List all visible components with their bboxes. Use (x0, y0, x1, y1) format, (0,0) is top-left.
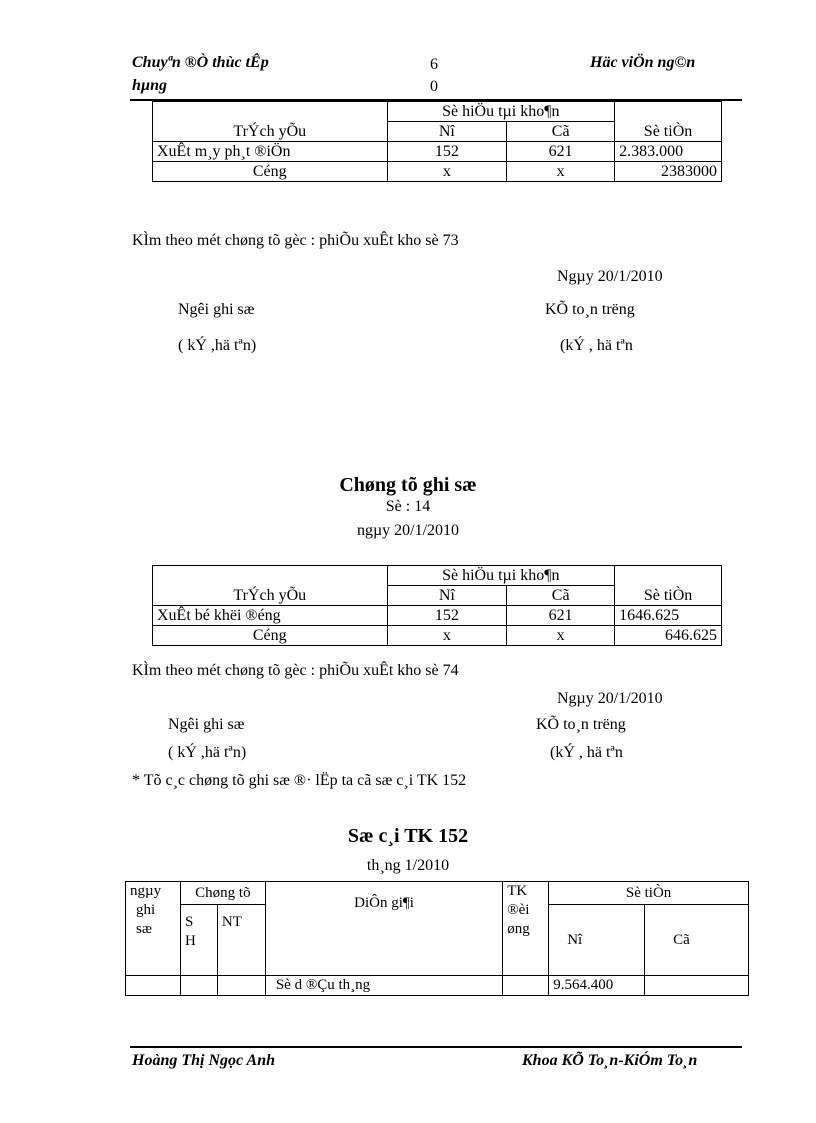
footer-right: Khoa KÕ To¸n-KiÓm To¸n (522, 1052, 698, 1069)
col-co: Cã (507, 586, 615, 606)
sign-right-title-2: KÕ to¸n trëng (536, 716, 626, 733)
sign-right-sub-2: (kÝ , hä tªn (550, 744, 623, 761)
cell-ngay (126, 976, 181, 996)
row-desc: Sè d ®Çu th¸ng (265, 976, 502, 996)
col-tk-doi-ung (503, 882, 549, 976)
col-sh-line1: S (184, 914, 194, 930)
cell-sh (180, 976, 217, 996)
sign-right-sub-1: (kÝ , hä tªn (560, 337, 633, 354)
attachment-note-1: KÌm theo mét chøng tõ gèc : phiÕu xuÊt kho sè 73 (132, 232, 459, 249)
ledger-period: th¸ng 1/2010 (366, 857, 450, 874)
table-row (153, 606, 722, 626)
sign-right-title-1: KÕ to¸n trëng (545, 301, 635, 318)
col-tk-line1: TK (507, 883, 528, 899)
row-desc: Céng (153, 626, 388, 646)
summary-note: * Tõ c¸c chøng tõ ghi sæ ®· lËp ta cã sæ c¸i TK 152 (132, 772, 467, 789)
row-no: x (387, 626, 507, 646)
sign-left-title-1: Ngêi ghi sæ (178, 301, 255, 318)
col-trich-yeu: TrÝch yÕu (153, 566, 388, 606)
table-row (153, 142, 722, 162)
table-row (153, 626, 722, 646)
row-amount: 2.383.000 (615, 142, 722, 162)
cell-tk (503, 976, 549, 996)
ledger-table (125, 881, 749, 996)
col-no: Nî (549, 905, 645, 976)
sign-left-sub-1: ( kÝ ,hä tªn) (178, 337, 257, 354)
col-sh-line2: H (184, 933, 196, 949)
attachment-note-2: KÌm theo mét chøng tõ gèc : phiÕu xuÊt kho sè 74 (132, 662, 459, 679)
col-no: Nî (387, 122, 507, 142)
col-ngay (126, 882, 181, 976)
col-tk-line2: ®èi (507, 902, 530, 918)
sign-left-sub-2: ( kÝ ,hä tªn) (168, 744, 247, 761)
col-chung-tu: Chøng tõ (180, 882, 265, 905)
row-desc: Céng (153, 162, 388, 182)
date-2: Ngµy 20/1/2010 (557, 690, 663, 707)
row-desc: XuÊt bé khëi ®éng (153, 606, 388, 626)
row-co: x (507, 626, 615, 646)
row-no: 9.564.400 (549, 976, 645, 996)
col-so-tien: Sè tiÒn (549, 882, 749, 905)
col-so-hieu: Sè hiÖu tµi kho¶n (387, 566, 615, 586)
row-amount: 646.625 (615, 626, 722, 646)
col-so-hieu: Sè hiÖu tµi kho¶n (387, 102, 615, 122)
row-co: 621 (507, 142, 615, 162)
col-ngay-line2: ghi (136, 902, 156, 918)
row-co: x (507, 162, 615, 182)
col-ngay-line1: ngµy (130, 883, 162, 899)
footer-rule (130, 1046, 742, 1048)
col-dien-giai: DiÔn gi¶i (265, 882, 502, 976)
voucher-date: ngµy 20/1/2010 (356, 522, 460, 539)
voucher-table-2 (152, 565, 722, 646)
ledger-title: Sæ c¸i TK 152 (347, 825, 469, 847)
header-left-line1: Chuyªn ®Ò thùc tÊp (132, 54, 269, 71)
col-so-tien: Sè tiÒn (615, 566, 722, 606)
sign-left-title-2: Ngêi ghi sæ (168, 716, 245, 733)
table-row (153, 162, 722, 182)
voucher-number: Sè : 14 (385, 498, 431, 515)
header-mid-line2: 0 (430, 78, 438, 95)
col-tk-line3: øng (507, 921, 530, 937)
col-co: Cã (645, 905, 749, 976)
header-mid-line1: 6 (430, 56, 438, 73)
cell-co (645, 976, 749, 996)
col-co: Cã (507, 122, 615, 142)
row-amount: 2383000 (615, 162, 722, 182)
voucher-table-1 (152, 101, 722, 182)
date-1: Ngµy 20/1/2010 (557, 268, 663, 285)
row-amount: 1646.625 (615, 606, 722, 626)
row-no: x (387, 162, 507, 182)
row-co: 621 (507, 606, 615, 626)
col-ngay-line3: sæ (136, 921, 152, 937)
cell-nt (217, 976, 265, 996)
footer-left: Hoàng Thị Ngọc Anh (132, 1052, 275, 1069)
row-no: 152 (387, 142, 507, 162)
col-so-tien: Sè tiÒn (615, 102, 722, 142)
col-trich-yeu: TrÝch yÕu (153, 102, 388, 142)
col-no: Nî (387, 586, 507, 606)
col-sh (180, 905, 217, 976)
voucher-title: Chøng tõ ghi sæ (339, 474, 477, 496)
header-left-line2: hµng (132, 77, 168, 94)
col-nt: NT (217, 905, 265, 976)
row-no: 152 (387, 606, 507, 626)
header-right: Häc viÖn ng©n (590, 54, 696, 71)
table-row (126, 976, 749, 996)
row-desc: XuÊt m¸y ph¸t ®iÖn (153, 142, 388, 162)
